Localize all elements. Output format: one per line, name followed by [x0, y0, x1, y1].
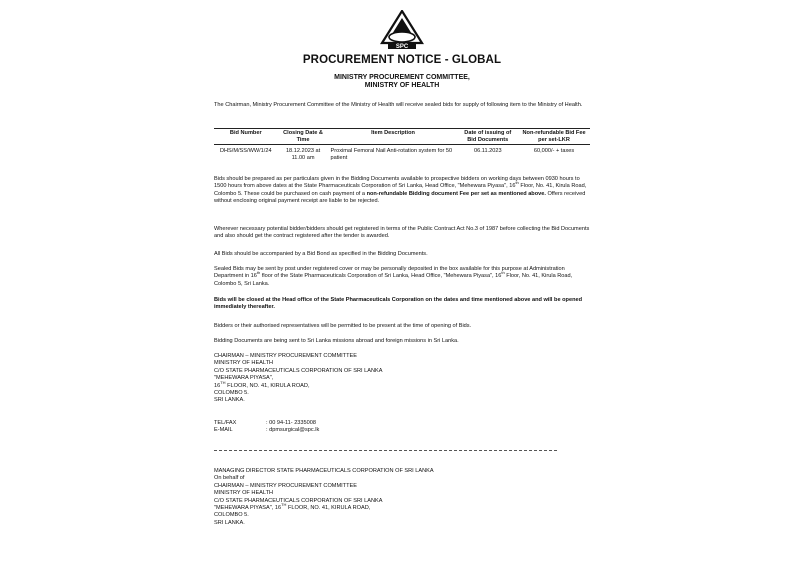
spc-logo: [380, 10, 424, 50]
opening-paragraph: Bidders or their authorised representatives will be permitted to be present at the time of opening of Bids.: [214, 323, 472, 329]
registration-paragraph: Wherever necessary potential bidder/bidders should get registered in terms of the Public Contract Act No.3 of 1987 before collecting the Bid Documents and also should get the contract registered after the tender is awarded.: [214, 226, 590, 240]
bid-table-header: [214, 129, 590, 145]
col-bid-fee: Non-refundable Bid Fee per set-LKR: [518, 129, 590, 145]
bid-bond-paragraph: All Bids should be accompanied by a Bid Bond as specified in the Bidding Documents.: [214, 251, 428, 257]
cell-closing-date: 18.12.2023 at 11.00 am: [285, 148, 321, 161]
separator-line: [214, 450, 557, 451]
contact-details: [214, 420, 319, 435]
tel-fax-row: TEL/FAX : 00 94-11- 2335008: [214, 420, 316, 426]
managing-director-address: MANAGING DIRECTOR STATE PHARMACEUTICALS CORPORATION OF SRI LANKA On behalf of CHAIRMAN – MINISTRY PROCUREMENT COMMITTEE MINISTRY OF HEALTH C/O STATE PHARMACEUTICALS CORPORATION OF SRI LANKA "MEHEWARA PIYASA", 16TH FLOOR, NO. 41, KIRULA ROAD, COLOMBO 5. SRI LANKA.: [214, 468, 434, 526]
table-row: [214, 145, 590, 165]
committee-line2: MINISTRY OF HEALTH: [364, 82, 440, 89]
bidding-paragraph: Bids should be prepared as per particulars given in the Bidding Documents available to prospective bidders on working days between 0930 hours to 1500 hours from above dates at the State Pharmaceuticals Corporation of Sri Lanka, Head Office, "Mehewara Piyasa", 16th Floor, No. 41, Kirula Road, Colombo 5. These could be purchased on cash payment of a non-refundable Bidding document Fee per set as mentioned above. Offers received without enclosing original payment receipt are liable to be rejected.: [214, 176, 587, 205]
logo-text: SPC: [395, 44, 409, 50]
notice-title: PROCUREMENT NOTICE - GLOBAL: [302, 54, 502, 66]
intro-paragraph: The Chairman, Ministry Procurement Committee of the Ministry of Health will receive sealed bids for supply of following item to the Ministry of Health.: [214, 102, 583, 108]
col-bid-number: Bid Number: [214, 129, 278, 145]
col-item-description: Item Description: [329, 129, 458, 145]
submission-paragraph: Sealed Bids may be sent by post under registered cover or may be personally deposited in the box available for this purpose at Administration Department in 16th floor of the State Pharmaceuticals Corporation of Sri Lanka, Head Office, "Mehewara Piyasa", 16th Floor, No. 41, Kirula Road, Colombo 5, Sri Lanka.: [214, 266, 573, 287]
cell-bid-fee: 60,000/- + taxes: [533, 148, 575, 155]
committee-line1: MINISTRY PROCUREMENT COMMITTEE,: [334, 74, 470, 81]
email-row: E-MAIL : dpmsurgical@spc.lk: [214, 427, 320, 434]
cell-bid-number: DHS/M/SS/WW/1/24: [219, 148, 272, 155]
chairman-address: CHAIRMAN – MINISTRY PROCUREMENT COMMITTEE MINISTRY OF HEALTH C/O STATE PHARMACEUTICALS CORPORATION OF SRI LANKA "MEHEWARA PIYASA", 16TH FLOOR, NO. 41, KIRULA ROAD, COLOMBO 5. SRI LANKA.: [214, 353, 383, 404]
col-issue-date: Date of issuing of Bid Documents: [457, 129, 518, 145]
cell-item-description: Proximal Femoral Nail Anti-rotation system for 50 patient: [330, 148, 453, 161]
closing-paragraph: Bids will be closed at the Head office of the State Pharmaceuticals Corporation on the dates and time mentioned above and will be opened immediately thereafter.: [214, 297, 583, 311]
cell-issue-date: 06.11.2023: [473, 148, 502, 155]
bid-table: [214, 128, 590, 164]
missions-paragraph: Bidding Documents are being sent to Sri Lanka missions abroad and foreign missions in Sri Lanka.: [214, 338, 459, 344]
committee-heading: [214, 74, 590, 90]
col-closing-date: Closing Date & Time: [278, 129, 329, 145]
